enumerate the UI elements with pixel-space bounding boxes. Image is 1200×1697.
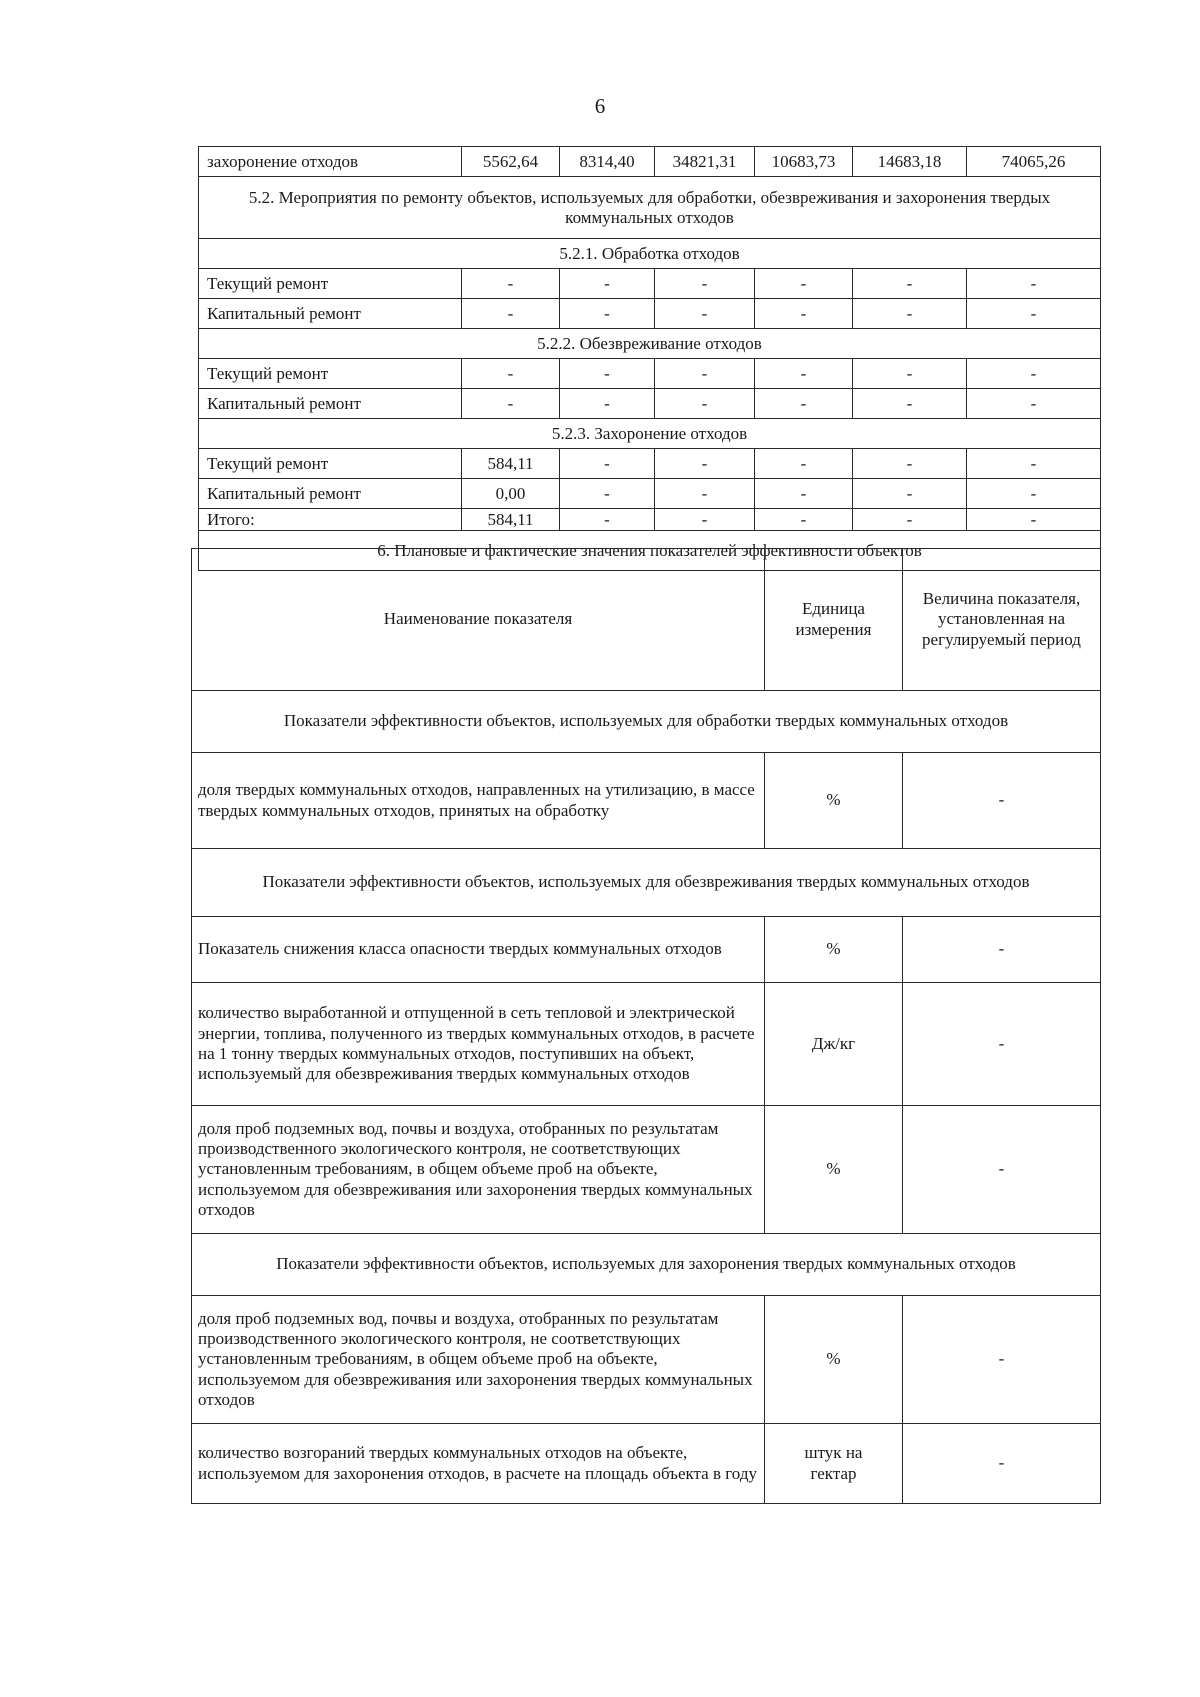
table-cell: 8314,40 [560, 147, 655, 177]
table-cell: - [462, 299, 560, 329]
table-cell: - [655, 359, 755, 389]
group-title: 5.2.2. Обезвреживание отходов [199, 329, 1101, 359]
table-cell: - [967, 299, 1101, 329]
indicator-unit: % [765, 1296, 903, 1424]
table-cell: - [655, 479, 755, 509]
efficiency-indicators-table [191, 548, 1101, 1504]
table-cell: - [755, 299, 853, 329]
row-label: Текущий ремонт [199, 269, 462, 299]
table-row [199, 269, 1101, 299]
group-heading-row [199, 419, 1101, 449]
repair-costs-table [198, 146, 1101, 571]
table-row [192, 1106, 1101, 1234]
table-row [199, 389, 1101, 419]
table-cell: - [655, 269, 755, 299]
table-cell: - [560, 269, 655, 299]
table-cell: - [853, 269, 967, 299]
table-cell: 34821,31 [655, 147, 755, 177]
table-cell: 74065,26 [967, 147, 1101, 177]
table-cell: - [655, 389, 755, 419]
row-label: Капитальный ремонт [199, 389, 462, 419]
table-cell: - [560, 359, 655, 389]
group-title: Показатели эффективности объектов, используемых для захоронения твердых коммунальных отходов [192, 1234, 1101, 1296]
table-row [199, 359, 1101, 389]
table-cell: - [853, 449, 967, 479]
table-row [199, 449, 1101, 479]
table-cell: - [853, 299, 967, 329]
page-number: 6 [594, 94, 606, 118]
indicator-name: доля твердых коммунальных отходов, направленных на утилизацию, в массе твердых коммунальных отходов, принятых на обработку [192, 753, 765, 849]
table-cell: - [967, 509, 1101, 531]
table-cell: - [853, 389, 967, 419]
table-row [192, 983, 1101, 1106]
row-label: Итого: [199, 509, 462, 531]
indicator-unit: Дж/кг [765, 983, 903, 1106]
table-cell: - [560, 389, 655, 419]
section-title: 6. Плановые и фактические значения показателей эффективности объектов [199, 531, 1101, 571]
table-cell: 10683,73 [755, 147, 853, 177]
section-heading-row [199, 177, 1101, 239]
table-cell: 14683,18 [853, 147, 967, 177]
column-header-value: Величина показателя, установленная на регулируемый период [903, 549, 1101, 691]
indicator-name: Показатель снижения класса опасности твердых коммунальных отходов [192, 917, 765, 983]
table-cell: - [655, 449, 755, 479]
table-row [192, 1296, 1101, 1424]
group-title: Показатели эффективности объектов, используемых для обезвреживания твердых коммунальных отходов [192, 849, 1101, 917]
table-cell: - [462, 269, 560, 299]
table-row [192, 1424, 1101, 1504]
group-heading-row [199, 239, 1101, 269]
table-cell: - [967, 449, 1101, 479]
section-title: 5.2. Мероприятия по ремонту объектов, используемых для обработки, обезвреживания и захоронения твердых коммунальных отходов [199, 177, 1101, 239]
group-heading-row [192, 849, 1101, 917]
table-cell: - [560, 509, 655, 531]
indicator-value: - [903, 917, 1101, 983]
total-row [199, 509, 1101, 531]
group-heading-row [192, 1234, 1101, 1296]
table-row [199, 299, 1101, 329]
indicator-value: - [903, 983, 1101, 1106]
table-cell: - [560, 449, 655, 479]
table-cell: 584,11 [462, 509, 560, 531]
indicator-name: доля проб подземных вод, почвы и воздуха, отобранных по результатам производственного экологического контроля, не соответствующих установленным требованиям, в общем объеме проб на объекте, используемом для обезвреживания или захоронения твердых коммунальных отходов [192, 1106, 765, 1234]
header-row [192, 549, 1101, 691]
indicator-name: количество выработанной и отпущенной в сеть тепловой и электрической энергии, топлива, полученного из твердых коммунальных отходов, в расчете на 1 тонну твердых коммунальных отходов, поступивших на объект, используемый для обезвреживания твердых коммунальных отходов [192, 983, 765, 1106]
table-cell: - [560, 299, 655, 329]
table-cell: - [755, 509, 853, 531]
table-cell: - [967, 269, 1101, 299]
table-cell: - [755, 449, 853, 479]
table-cell: - [655, 509, 755, 531]
column-header-unit: Единица измерения [765, 549, 903, 691]
row-label: Текущий ремонт [199, 449, 462, 479]
table-cell: 0,00 [462, 479, 560, 509]
table-cell: - [853, 479, 967, 509]
group-title: 5.2.1. Обработка отходов [199, 239, 1101, 269]
table-cell: - [967, 479, 1101, 509]
table-cell: - [755, 479, 853, 509]
row-label: Капитальный ремонт [199, 479, 462, 509]
group-heading-row [192, 691, 1101, 753]
table-cell: 5562,64 [462, 147, 560, 177]
indicator-name: количество возгораний твердых коммунальных отходов на объекте, используемом для захоронения отходов, в расчете на площадь объекта в году [192, 1424, 765, 1504]
table-row [192, 753, 1101, 849]
table-cell: - [853, 509, 967, 531]
table-cell: - [462, 359, 560, 389]
row-label: Текущий ремонт [199, 359, 462, 389]
group-title: Показатели эффективности объектов, используемых для обработки твердых коммунальных отходов [192, 691, 1101, 753]
table-row [199, 479, 1101, 509]
table-cell: - [967, 359, 1101, 389]
row-label: Капитальный ремонт [199, 299, 462, 329]
table-cell: - [967, 389, 1101, 419]
indicator-name: доля проб подземных вод, почвы и воздуха, отобранных по результатам производственного экологического контроля, не соответствующих установленным требованиям, в общем объеме проб на объекте, используемом для обезвреживания или захоронения твердых коммунальных отходов [192, 1296, 765, 1424]
indicator-value: - [903, 1106, 1101, 1234]
indicator-unit: % [765, 1106, 903, 1234]
table-cell: - [655, 299, 755, 329]
table-cell: - [560, 479, 655, 509]
table-cell: - [853, 359, 967, 389]
table-cell: 584,11 [462, 449, 560, 479]
table-cell: - [755, 389, 853, 419]
row-label: захоронение отходов [199, 147, 462, 177]
indicator-value: - [903, 1296, 1101, 1424]
table-row [192, 917, 1101, 983]
table-cell: - [462, 389, 560, 419]
group-title: 5.2.3. Захоронение отходов [199, 419, 1101, 449]
column-header-name: Наименование показателя [192, 549, 765, 691]
table-row [199, 147, 1101, 177]
group-heading-row [199, 329, 1101, 359]
indicator-value: - [903, 753, 1101, 849]
indicator-unit: штук на гектар [765, 1424, 903, 1504]
table-cell: - [755, 359, 853, 389]
indicator-value: - [903, 1424, 1101, 1504]
table-cell: - [755, 269, 853, 299]
indicator-unit: % [765, 917, 903, 983]
indicator-unit: % [765, 753, 903, 849]
